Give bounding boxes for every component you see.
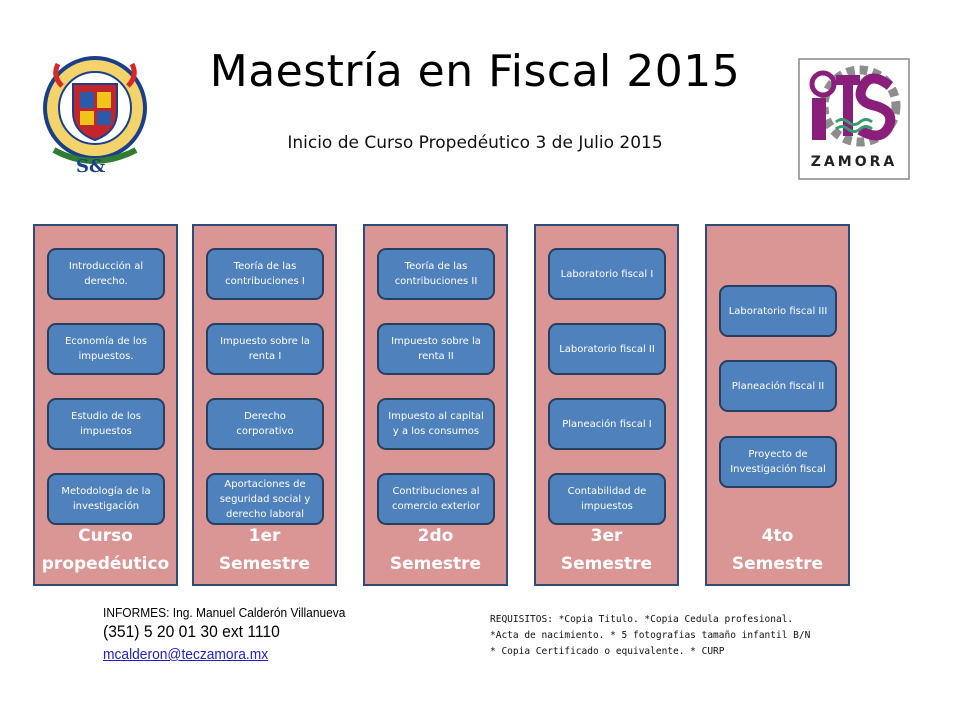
- course-box[interactable]: Planeación fiscal II: [719, 360, 837, 412]
- course-box[interactable]: Teoría de las contribuciones II: [377, 248, 495, 300]
- course-box[interactable]: Impuesto al capital y a los consumos: [377, 398, 495, 450]
- column-label: [194, 522, 335, 578]
- column-label-line-2: Semestre: [218, 554, 311, 574]
- page-subtitle: Inicio de Curso Propedéutico 3 de Julio 2015: [287, 133, 663, 153]
- requirements-line: REQUISITOS: *Copia Titulo. *Copia Cedula profesional.: [490, 614, 794, 625]
- svg-text:S&: S&: [76, 156, 106, 177]
- contact-info: [103, 605, 367, 663]
- requirements: [490, 612, 850, 660]
- course-box[interactable]: Contabilidad de impuestos: [548, 473, 666, 525]
- column-label-line-1: 3er: [590, 526, 623, 546]
- course-box[interactable]: Economía de los impuestos.: [47, 323, 165, 375]
- column-label-line-2: Semestre: [389, 554, 482, 574]
- column-label-line-1: Curso: [78, 526, 133, 546]
- column-label-line-2: propedéutico: [41, 554, 170, 574]
- course-box[interactable]: Laboratorio fiscal III: [719, 285, 837, 337]
- course-box[interactable]: Impuesto sobre la renta I: [206, 323, 324, 375]
- column-1er-semestre: [192, 224, 337, 586]
- column-curso-propedeutico: [33, 224, 178, 586]
- its-zamora-logo: [798, 58, 910, 180]
- column-label-line-2: Semestre: [560, 554, 653, 574]
- requirements-line: *Acta de nacimiento. * 5 fotografias tamaño infantil B/N: [490, 630, 811, 641]
- contact-email-link[interactable]: mcalderon@teczamora.mx: [103, 646, 269, 663]
- course-box[interactable]: Derecho corporativo: [206, 398, 324, 450]
- course-box[interactable]: Planeación fiscal I: [548, 398, 666, 450]
- column-label: [365, 522, 506, 578]
- zamora-logo-text: ZAMORA: [810, 154, 898, 170]
- course-box[interactable]: Introducción al derecho.: [47, 248, 165, 300]
- column-label-line-1: 1er: [248, 526, 281, 546]
- course-box[interactable]: Impuesto sobre la renta II: [377, 323, 495, 375]
- course-box[interactable]: Laboratorio fiscal I: [548, 248, 666, 300]
- course-box[interactable]: Contribuciones al comercio exterior: [377, 473, 495, 525]
- column-label-line-2: Semestre: [731, 554, 824, 574]
- column-label-line-1: 4to: [761, 526, 794, 546]
- column-label: [707, 522, 848, 578]
- column-label: [35, 522, 176, 578]
- course-box[interactable]: Metodología de la investigación: [47, 473, 165, 525]
- column-3er-semestre: [534, 224, 679, 586]
- page-title: Maestría en Fiscal 2015: [209, 46, 741, 97]
- course-box[interactable]: Teoría de las contribuciones I: [206, 248, 324, 300]
- course-box[interactable]: Proyecto de Investigación fiscal: [719, 436, 837, 488]
- course-box[interactable]: Estudio de los impuestos: [47, 398, 165, 450]
- column-label: [536, 522, 677, 578]
- course-box[interactable]: Laboratorio fiscal II: [548, 323, 666, 375]
- requirements-line: * Copia Certificado o equivalente. * CURP: [490, 646, 725, 657]
- column-label-line-1: 2do: [417, 526, 454, 546]
- course-box[interactable]: Aportaciones de seguridad social y derecho laboral: [206, 473, 324, 525]
- contact-phone: (351) 5 20 01 30 ext 1110: [103, 622, 280, 641]
- university-seal-logo: [36, 50, 154, 180]
- column-4to-semestre: [705, 224, 850, 586]
- column-2do-semestre: [363, 224, 508, 586]
- contact-name: INFORMES: Ing. Manuel Calderón Villanueva: [103, 605, 346, 620]
